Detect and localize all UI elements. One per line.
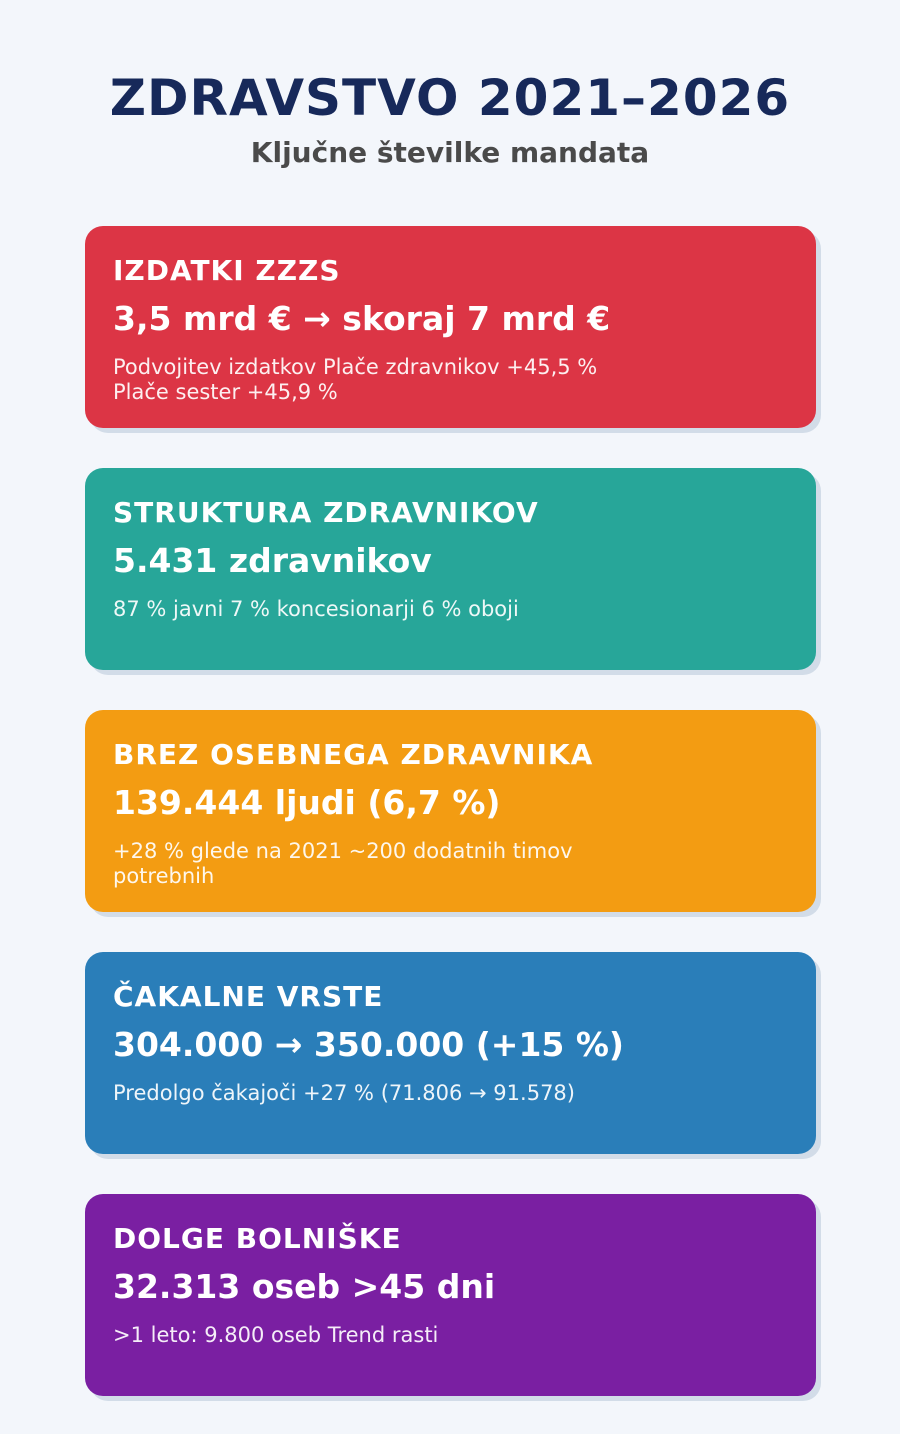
card-value: 32.313 oseb >45 dni (113, 1267, 496, 1306)
page-subtitle: Ključne številke mandata (250, 136, 650, 169)
card-detail: 87 % javni 7 % koncesionarji 6 % oboji (113, 597, 519, 621)
card-title: DOLGE BOLNIŠKE (113, 1222, 402, 1255)
card-detail: +28 % glede na 2021 ~200 dodatnih timov potrebnih (113, 839, 573, 888)
card-struktura (85, 468, 816, 670)
card-detail: Predolgo čakajoči +27 % (71.806 → 91.578) (113, 1081, 575, 1105)
page-title: ZDRAVSTVO 2021–2026 (109, 69, 791, 127)
card-detail: >1 leto: 9.800 oseb Trend rasti (113, 1323, 439, 1347)
card-dolge-bolniske (85, 1194, 816, 1396)
card-cakalne-vrste (85, 952, 816, 1154)
card-title: STRUKTURA ZDRAVNIKOV (113, 496, 539, 529)
card-brez-zdravnika (85, 710, 816, 912)
card-value: 304.000 → 350.000 (+15 %) (113, 1025, 625, 1064)
card-title: IZDATKI ZZZS (113, 254, 341, 287)
card-value: 139.444 ljudi (6,7 %) (113, 783, 501, 822)
card-izdatki (85, 226, 816, 428)
card-value: 3,5 mrd € → skoraj 7 mrd € (113, 299, 611, 338)
card-title: ČAKALNE VRSTE (113, 980, 384, 1013)
card-title: BREZ OSEBNEGA ZDRAVNIKA (113, 738, 594, 771)
card-value: 5.431 zdravnikov (113, 541, 432, 580)
card-detail: Podvojitev izdatkov Plače zdravnikov +45,5 % Plače sester +45,9 % (113, 355, 598, 404)
